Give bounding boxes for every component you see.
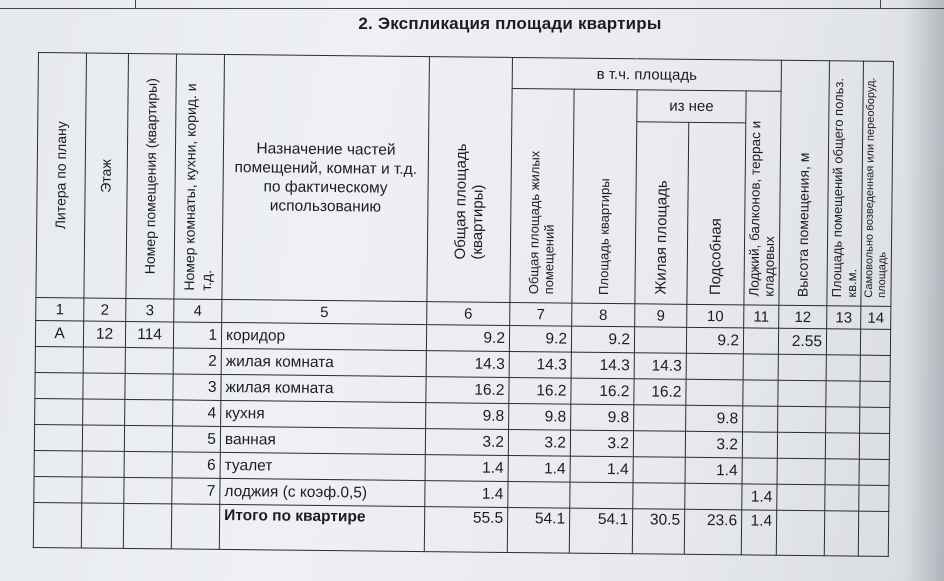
cell-vysota [777,432,825,459]
cell-litera [34,424,82,451]
cell-pomeshchenie [124,451,172,478]
cell-obshaya: 9.8 [426,403,509,430]
cell-ploshad-kv: 9.8 [571,404,634,431]
column-number: 8 [572,303,635,327]
cell-obsh-polz [826,407,860,433]
cell-litera [34,450,82,477]
hdr-etazh: Этаж [84,53,129,298]
column-number: 1 [36,297,84,321]
cell-vysota [777,484,825,511]
cell-ploshad-kv: 3.2 [570,430,633,457]
cell-obshaya: 9.2 [426,325,509,352]
hdr-lodzhii: Лоджий, балконов, террас и кладовых [744,91,781,305]
total-obsh: 55.5 [424,507,507,553]
cell-naznachenie: жилая комната [221,374,426,402]
hdr-samovol: Самовольно возведенная или переоборуд. площадь [861,61,894,306]
cell-naznachenie: туалет [220,452,425,480]
cell-pomeshchenie [124,425,172,452]
cell-lodzhii [742,432,777,458]
cell-podsobnaya [686,353,743,380]
cell-obshaya: 1.4 [425,481,508,508]
cell-samovol [860,407,890,433]
hdr-obsh-polz: Площадь помещений общего польз. кв.м. [827,61,864,306]
cell-obsh-polz [825,433,859,459]
total-label: Итого по квартире [219,504,424,551]
cell-litera [35,346,83,373]
cell-zhil-pom: 9.2 [509,325,571,352]
hdr-obshaya: Общая площадь (квартиры) [427,57,513,303]
hdr-nomer-komnaty: Номер комнаты, кухни, корид. и т.д. [174,54,225,299]
cell-vysota: 2.55 [778,328,826,355]
column-number: 6 [427,302,510,326]
cell-naznachenie: кухня [221,400,426,428]
total-zhil: 30.5 [632,509,684,555]
cell-podsobnaya: 3.2 [685,431,742,458]
column-number: 4 [174,299,222,323]
cell-lodzhii [743,328,778,354]
cell-podsobnaya: 9.8 [686,405,743,432]
cell-podsobnaya [686,379,743,406]
column-number: 3 [126,298,174,322]
header-row-1 [38,53,893,93]
cell-ploshad-kv: 1.4 [570,456,633,483]
cell-pomeshchenie [125,347,173,374]
cell-naznachenie: жилая комната [221,348,426,376]
cell-obsh-polz [825,459,859,485]
column-number: 2 [84,298,126,321]
hdr-naznachenie: Назначение частей помещений, комнат и т.д. по фактическому использованию [222,54,430,301]
top-border-strip [0,0,944,9]
column-number: 13 [827,306,861,329]
cell-obsh-polz [826,355,860,381]
hdr-ploshad-kv: Площадь квартиры [572,89,637,304]
cell-zhil-pom: 1.4 [508,455,570,482]
column-number: 12 [779,305,827,329]
hdr-vysota: Высота помещения, м [779,60,830,305]
cell-ploshad-kv: 9.2 [571,326,634,353]
cell-etazh: 12 [83,321,125,347]
cell-obshaya: 1.4 [425,455,508,482]
hdr-iz-nee-group: из нее [637,90,746,123]
cell-etazh [83,399,125,425]
cell-litera: А [35,320,83,347]
cell-vysota [778,380,826,407]
cell-etazh [82,451,124,477]
hdr-zhilaya: Жилая площадь [635,122,689,305]
hdr-vtch-group: в т.ч. площадь [512,57,781,91]
hdr-obsh-zhil: Общая площадь жилых помещений [510,88,574,303]
total-podsob: 23.6 [684,509,741,555]
column-number: 5 [222,299,427,324]
cell-zhilaya [633,457,685,484]
cell-lodzhii [743,354,778,380]
cell-zhil-pom: 16.2 [509,377,571,404]
cell-obsh-polz [825,485,859,511]
total-kv: 54.1 [569,508,632,554]
cell-zhilaya [634,405,686,432]
cell-komnata: 4 [173,400,221,427]
cell-komnata: 5 [172,426,220,453]
cell-komnata: 3 [173,374,221,401]
cell-samovol [859,485,889,511]
cell-zhil-pom [508,481,570,508]
cell-etazh [83,373,125,399]
cell-naznachenie: коридор [221,322,426,350]
column-number: 7 [510,302,572,326]
cell-pomeshchenie [125,399,173,426]
cell-lodzhii: 1.4 [742,484,777,510]
cell-vysota [778,354,826,381]
cell-samovol [860,381,890,407]
cell-vysota [778,406,826,433]
cell-zhilaya [633,483,685,510]
cell-litera [34,476,82,503]
hdr-litera: Литера по плану [36,53,87,298]
cell-zhilaya: 14.3 [634,353,686,380]
cell-obshaya: 14.3 [426,351,509,378]
cell-zhil-pom: 3.2 [508,429,570,456]
cell-etazh [83,347,125,373]
cell-ploshad-kv: 14.3 [571,352,634,379]
cell-pomeshchenie [125,373,173,400]
cell-lodzhii [743,406,778,432]
cell-pomeshchenie [124,477,172,504]
cell-naznachenie: ванная [220,426,425,454]
column-number: 14 [861,306,891,329]
cell-podsobnaya: 1.4 [685,457,742,484]
cell-zhilaya: 16.2 [634,379,686,406]
cell-komnata: 1 [173,322,221,349]
cell-litera [35,398,83,425]
cell-litera [35,372,83,399]
cell-komnata: 7 [172,478,220,505]
column-number: 11 [744,305,779,328]
total-zhil-pom: 54.1 [507,507,569,553]
column-number: 10 [687,304,744,328]
cell-podsobnaya: 9.2 [686,327,743,354]
page-title: 2. Экспликация площади квартиры [358,14,662,33]
hdr-nomer-pomeshcheniya: Номер помещения (квартиры) [126,53,177,298]
column-number: 9 [635,304,687,328]
cell-vysota [777,458,825,485]
cell-zhil-pom: 9.8 [509,403,571,430]
cell-samovol [860,329,890,355]
cell-obshaya: 16.2 [426,377,509,404]
cell-obshaya: 3.2 [425,429,508,456]
cell-obsh-polz [826,381,860,407]
hdr-podsobnaya: Подсобная [687,122,746,305]
cell-komnata: 6 [172,452,220,479]
cell-ploshad-kv [570,482,633,509]
cell-naznachenie: лоджия (с коэф.0,5) [220,478,425,506]
cell-zhil-pom: 14.3 [509,351,571,378]
cell-etazh [82,477,124,503]
cell-podsobnaya [685,483,742,510]
cell-ploshad-kv: 16.2 [571,378,634,405]
cell-zhilaya [633,431,685,458]
cell-zhilaya [634,327,686,354]
cell-komnata: 2 [173,348,221,375]
cell-samovol [860,355,890,381]
cell-etazh [82,425,124,451]
cell-pomeshchenie: 114 [125,321,173,348]
explication-table [33,52,894,557]
cell-samovol [859,459,889,485]
total-row [33,502,888,556]
cell-lodzhii [743,380,778,406]
cell-obsh-polz [826,329,860,355]
page-edge-shadow [904,0,944,581]
cell-samovol [859,433,889,459]
total-lodzh: 1.4 [741,510,776,555]
cell-lodzhii [742,458,777,484]
